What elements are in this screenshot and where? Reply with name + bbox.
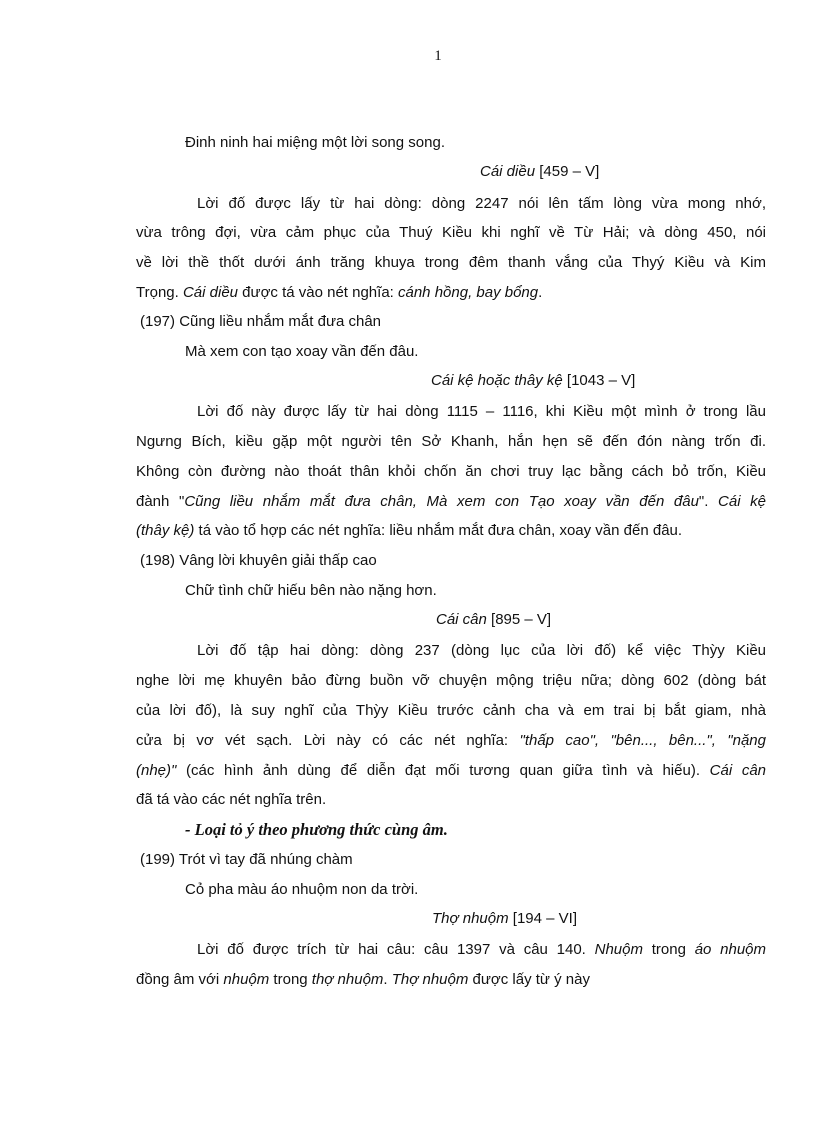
source-ref: [1043 – V]: [562, 372, 636, 389]
text-run: được tá vào nét nghĩa:: [238, 284, 398, 301]
text-run-italic: áo nhuộm: [694, 941, 766, 958]
text-run-italic: (nhẹ)": [136, 762, 177, 779]
example-line: [140, 312, 381, 332]
text-run: Trọng.: [136, 284, 183, 301]
text-run-italic: Cái cân: [709, 762, 766, 779]
example-number: (199): [140, 851, 176, 868]
text-run: đồng âm với: [136, 971, 224, 988]
text-run-italic: Cái kệ: [718, 493, 766, 510]
verse-line: Cỏ pha màu áo nhuộm non da trời.: [185, 881, 419, 898]
text-run: trong: [269, 971, 312, 988]
text-run: trong: [642, 941, 695, 958]
paragraph-line: của lời đố), là suy nghĩ của Thỳy Kiều trước cảnh cha và em trai bị bắt giam, nhà: [136, 702, 766, 719]
section-heading: [185, 820, 448, 840]
source-ref: [459 – V]: [535, 163, 600, 180]
paragraph-line: đã tá vào các nét nghĩa trên.: [136, 791, 327, 808]
paragraph-line: [136, 492, 766, 512]
paragraph-line: Lời đố này được lấy từ hai dòng 1115 – 1116, khi Kiều một mình ở trong lầu: [197, 403, 766, 420]
paragraph-line: [136, 970, 590, 990]
example-number: (198): [140, 552, 176, 569]
source-citation: [480, 162, 599, 182]
text-run-italic: (thây kệ): [136, 522, 195, 539]
text-run: ".: [698, 493, 719, 510]
paragraph-line: [136, 761, 766, 781]
paragraph-line: [197, 940, 766, 960]
text-run: (các hình ảnh dùng để diễn đạt mối tương quan giữa tình và hiếu).: [176, 762, 710, 779]
text-run: cửa bị vơ vét sạch. Lời này có các nét nghĩa:: [136, 732, 520, 749]
source-ref: [194 – VI]: [508, 910, 577, 927]
text-run: .: [538, 284, 543, 301]
paragraph-line: [136, 283, 542, 303]
text-run: được lấy từ ý này: [468, 971, 590, 988]
text-run: tá vào tổ hợp các nét nghĩa: liều nhắm mắt đưa chân, xoay vần đến đâu.: [194, 522, 683, 539]
paragraph-line: Không còn đường nào thoát thân khỏi chốn ăn chơi truy lạc bằng cách bỏ trốn, Kiều: [136, 463, 766, 480]
paragraph-line: [136, 731, 766, 751]
text-run: .: [383, 971, 392, 988]
example-number: (197): [140, 313, 176, 330]
source-title: Cái diều: [480, 163, 536, 180]
text-run-italic: thợ nhuộm: [311, 971, 384, 988]
text-run-italic: Nhuộm: [594, 941, 643, 958]
text-run: Cũng liều nhắm mắt đưa chân: [175, 313, 382, 330]
page-number: 1: [434, 48, 442, 64]
text-run: đành ": [136, 493, 185, 510]
example-line: [140, 850, 353, 870]
source-title: Thợ nhuộm: [432, 910, 509, 927]
text-run: Lời đố được trích từ hai câu: câu 1397 và câu 140.: [197, 941, 595, 958]
paragraph-line: vừa trông đợi, vừa cảm phục của Thuý Kiều khi nghĩ về Từ Hải; và dòng 450, nói: [136, 224, 766, 241]
verse-line: Chữ tình chữ hiếu bên nào nặng hơn.: [185, 582, 437, 599]
source-title: Cái cân: [436, 611, 487, 628]
source-citation: [431, 371, 635, 391]
text-run-italic: nhuộm: [223, 971, 270, 988]
text-run-italic: cánh hồng, bay bổng: [398, 284, 539, 301]
text-run: Trót vì tay đã nhúng chàm: [175, 851, 353, 868]
verse-line: Mà xem con tạo xoay vần đến đâu.: [185, 343, 419, 360]
paragraph-line: [136, 521, 682, 541]
paragraph-line: Ngưng Bích, kiều gặp một người tên Sở Khanh, hắn hẹn sẽ đến đón nàng trốn đi.: [136, 433, 766, 450]
source-title: Cái kệ hoặc thây kệ: [431, 372, 563, 389]
paragraph-line: Lời đố tập hai dòng: dòng 237 (dòng lục của lời đố) kể việc Thỳy Kiều: [197, 642, 766, 659]
heading-text: - Loại tỏ ý theo phương thức cùng âm.: [185, 820, 448, 839]
source-citation: [432, 909, 577, 929]
paragraph-line: về lời thề thốt dưới ánh trăng khuya trong đêm thanh vắng của Thyý Kiều và Kim: [136, 254, 766, 271]
verse-line: Đinh ninh hai miệng một lời song song.: [185, 134, 445, 151]
text-run-italic: "thấp cao", "bên..., bên...", "nặng: [519, 732, 766, 749]
paragraph-line: nghe lời mẹ khuyên bảo đừng buồn vỡ chuyện mộng triệu nữa; dòng 602 (dòng bát: [136, 672, 766, 689]
example-line: [140, 551, 377, 571]
text-run-italic: Cái diều: [182, 284, 239, 301]
source-citation: [436, 610, 551, 630]
text-run-italic: Thợ nhuộm: [391, 971, 469, 988]
text-run-italic: Cũng liều nhắm mắt đưa chân, Mà xem con Tạo xoay vần đến đâu: [184, 493, 699, 510]
paragraph-line: Lời đố được lấy từ hai dòng: dòng 2247 nói lên tấm lòng vừa mong nhớ,: [197, 195, 766, 212]
text-run: Vâng lời khuyên giải thấp cao: [175, 552, 377, 569]
source-ref: [895 – V]: [486, 611, 552, 628]
